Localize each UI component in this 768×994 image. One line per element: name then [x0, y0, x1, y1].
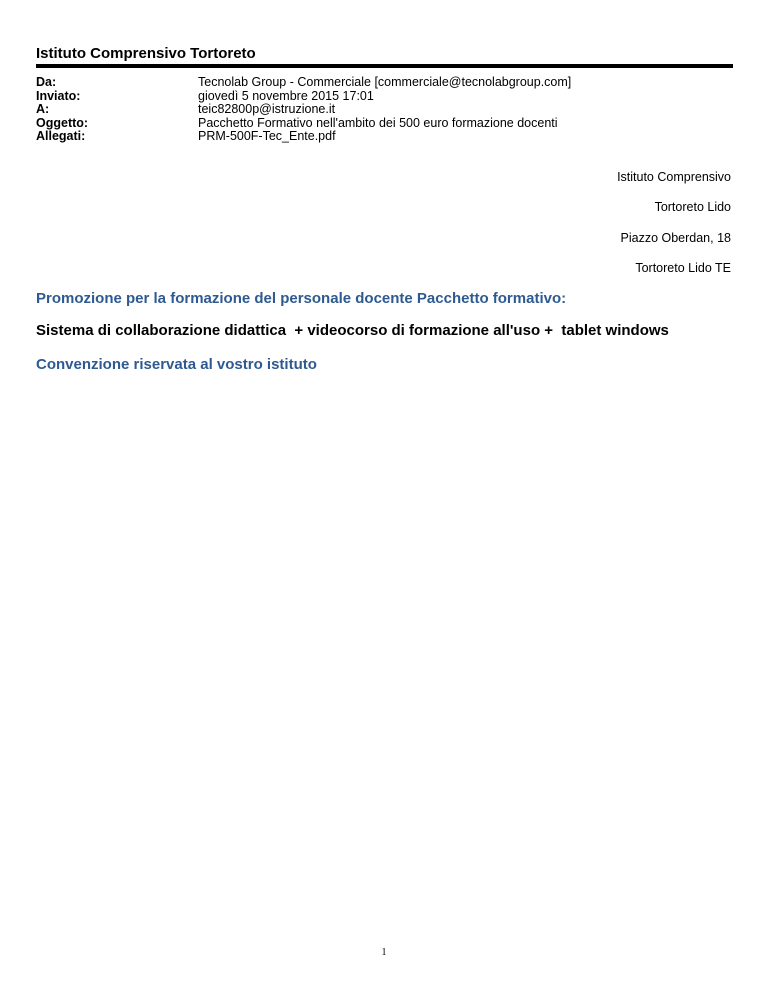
- page-number: 1: [381, 947, 387, 958]
- email-header-row-sent: [36, 90, 571, 104]
- address-line-city: Tortoreto Lido TE: [635, 261, 731, 275]
- email-header-row-subject: [36, 117, 571, 131]
- address-line-town: Tortoreto Lido: [654, 200, 731, 214]
- subject-value: Pacchetto Formativo nell'ambito dei 500 euro formazione docenti: [198, 115, 558, 130]
- email-header-row-to: [36, 103, 571, 117]
- attachments-value: PRM-500F-Tec_Ente.pdf: [198, 129, 336, 143]
- attachments-label: Allegati:: [36, 129, 86, 143]
- to-label: A:: [36, 102, 50, 116]
- from-label: Da:: [36, 75, 57, 89]
- title-divider: [36, 64, 733, 68]
- sent-value: giovedì 5 novembre 2015 17:01: [198, 88, 374, 103]
- email-header-table: [36, 76, 571, 144]
- email-header-row-from: [36, 76, 571, 90]
- from-value: Tecnolab Group - Commerciale [commerciale@tecnolabgroup.com]: [198, 75, 572, 89]
- address-line-institute: Istituto Comprensivo: [617, 170, 731, 184]
- to-value: teic82800p@istruzione.it: [198, 102, 336, 116]
- sent-label: Inviato:: [36, 88, 81, 103]
- subject-label: Oggetto:: [36, 115, 89, 130]
- email-header-row-attachments: [36, 130, 571, 144]
- convention-heading: Convenzione riservata al vostro istituto: [36, 356, 317, 373]
- document-title: Istituto Comprensivo Tortoreto: [36, 45, 256, 62]
- system-description: Sistema di collaborazione didattica + videocorso di formazione all'uso + tablet windows: [36, 322, 669, 339]
- address-line-street: Piazzo Oberdan, 18: [620, 231, 731, 245]
- promo-heading: Promozione per la formazione del personale docente Pacchetto formativo:: [36, 290, 567, 307]
